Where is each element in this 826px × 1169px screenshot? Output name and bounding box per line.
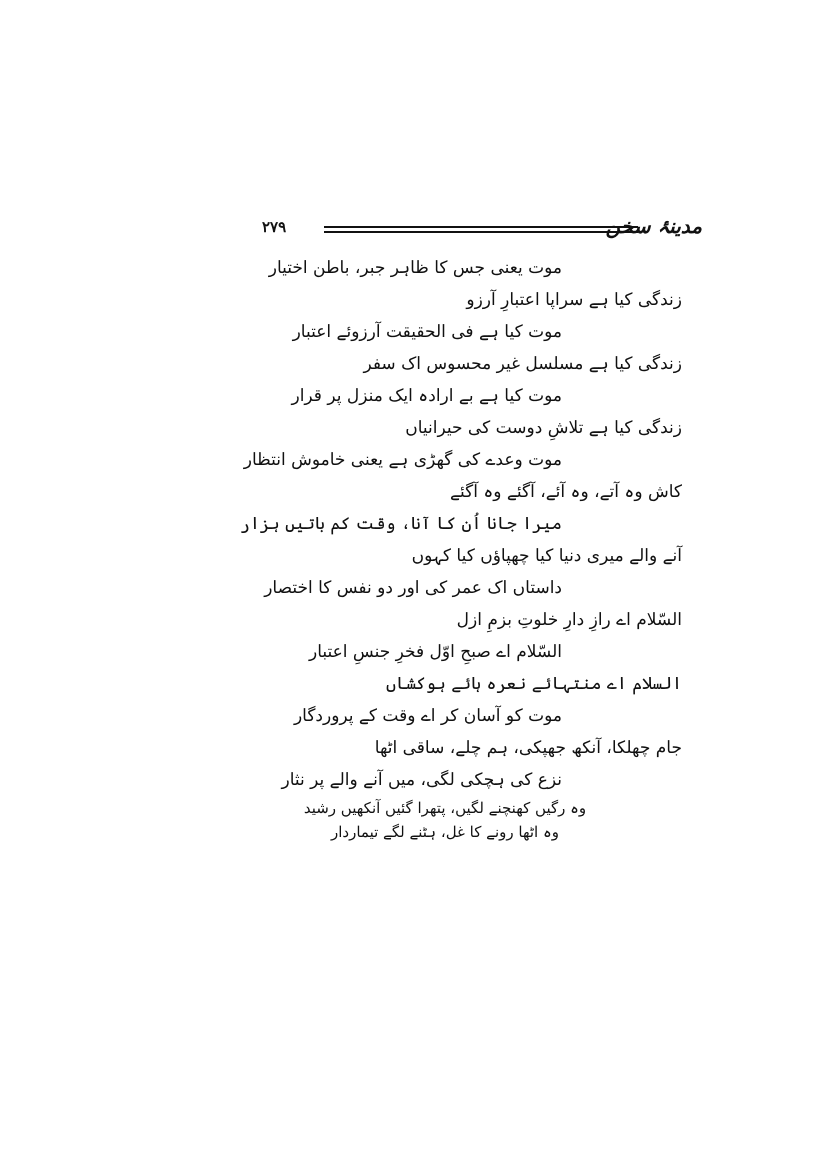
verse-line: السّلام اے صبحِ اوّل فخرِ جنسِ اعتبار [309,642,562,662]
verse-line: وہ اٹھا رونے کا غل، ہٹنے لگے تیماردار [331,823,559,841]
verse-line: میرا جانا اُن کا آنا، وقت کم باتیں ہزار [239,514,562,534]
verse-line: آنے والے میری دنیا کیا چھپاؤں کیا کہوں [411,546,682,566]
verse-line: زندگی کیا ہے تلاشِ دوست کی حیرانیاں [405,418,682,438]
verse-line: موت کیا ہے فی الحقیقت آرزوئے اعتبار [292,322,562,342]
header-rule-top [324,226,638,228]
verse-line: موت کو آسان کر اے وقت کے پروردگار [293,706,562,726]
page-header [262,214,702,244]
verse-line: موت یعنی جس کا ظاہر جبر، باطن اختیار [268,258,562,278]
verse-line: وہ رگیں کھنچنے لگیں، پتھرا گئیں آنکھیں رشید [303,799,587,817]
header-rule-bottom [324,231,638,233]
verse-line: زندگی کیا ہے مسلسل غیر محسوس اک سفر [363,354,682,374]
verse-line: کاش وہ آتے، وہ آئے، آگئے وہ آگئے [450,482,682,502]
verse-line: زندگی کیا ہے سراپا اعتبارِ آرزو [466,290,682,310]
verse-line: السّلام اے رازِ دارِ خلوتِ بزمِ ازل [456,610,682,630]
verse-line: جام چھلکا، آنکھ جھپکی، ہم چلے، ساقی اٹھا [374,738,682,758]
verse-line: السلام اے منتہائے نعرہ ہائے ہوکشاں [386,674,682,694]
verse-line: موت وعدے کی گھڑی ہے یعنی خاموش انتظار [243,450,562,470]
verse-line: داستاں اک عمر کی اور دو نفس کا اختصار [264,578,562,598]
poem-body [239,252,700,844]
verse-line: نزع کی ہچکی لگی، میں آنے والے پر نثار [281,770,562,790]
verse-line: موت کیا ہے بے ارادہ ایک منزل پر قرار [291,386,562,406]
book-title: مدینۂ سخن [605,214,702,238]
page-number: ۲۷۹ [262,218,287,236]
